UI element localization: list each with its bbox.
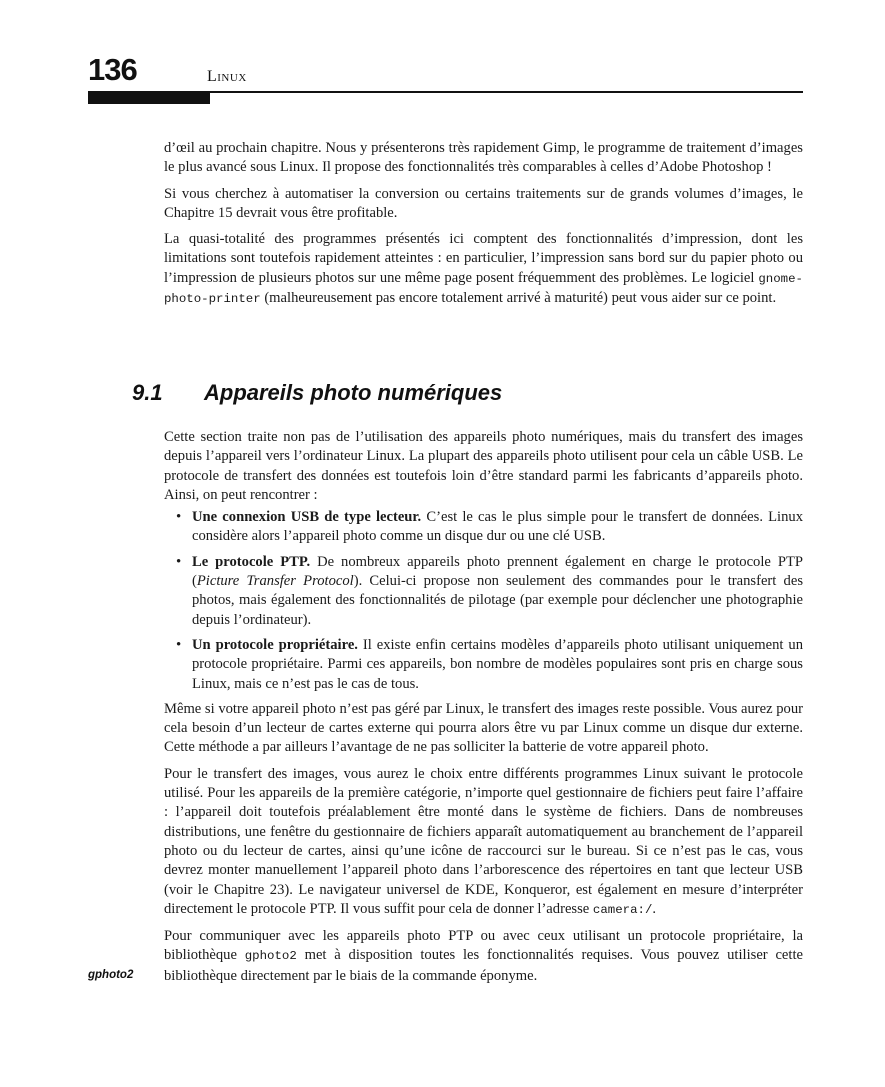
code-gnome-photo-printer: gnome-photo-printer	[164, 271, 803, 307]
bullet-text: De nombreux appareils photo prennent également en charge le protocole PTP (	[192, 553, 803, 590]
bullet-italic: Picture Transfer Protocol	[196, 573, 354, 590]
section-number: 9.1	[132, 380, 163, 405]
paragraph	[164, 230, 803, 309]
header-bar	[88, 93, 210, 104]
page-number: 136	[88, 52, 137, 87]
bullet-text: Il existe enfin certains modèles d’appareils photo utilisant uniquement un protocole propriétaire. Parmi ces appareils, bon nombre de modèles populaires sont pris en charge sous Linux, mais ce n’est pas le cas de tous.	[192, 636, 803, 692]
text-run: .	[652, 900, 657, 917]
bullet-list	[164, 508, 803, 694]
bullet-text: C’est le cas le plus simple pour le transfert de données. Linux considère alors l’appareil photo comme un disque dur ou une clé USB.	[192, 509, 803, 545]
paragraph	[164, 927, 803, 986]
running-head: Linux	[207, 68, 247, 85]
section-text	[164, 428, 803, 993]
paragraph: Cette section traite non pas de l’utilisation des appareils photo numériques, mais du transfert des images depuis l’appareil vers l’ordinateur Linux. La plupart des appareils photo utilisent pour cela un câble USB. Le protocole de transfert des données est toutefois loin d’être standard parmi les fabricants d’appareils photo. Ainsi, on peut rencontrer :	[164, 429, 803, 503]
list-item	[192, 553, 803, 630]
paragraph	[164, 765, 803, 920]
text-run: La quasi-totalité des programmes présentés ici comptent des fonctionnalités d’impression, dont les limitations sont toutefois rapidement atteintes : en particulier, l’impression sans bord sur du papier photo ou l’impression de plusieurs photos sur une même page posent fréquemment des problèmes. Le logiciel	[164, 231, 803, 286]
code-gphoto2: gphoto2	[244, 949, 297, 964]
intro-text	[164, 139, 803, 316]
section-heading	[132, 380, 502, 406]
bullet-term: Le protocole PTP.	[192, 553, 311, 570]
text-run: Pour communiquer avec les appareils photo PTP ou avec ceux utilisant un protocole propriétaire, la bibliothèque	[164, 928, 803, 964]
bullet-term: Une connexion USB de type lecteur.	[192, 509, 422, 526]
list-item	[192, 508, 803, 547]
list-item	[192, 636, 803, 694]
bullet-term: Un protocole propriétaire.	[192, 636, 358, 653]
paragraph: Si vous cherchez à automatiser la conversion ou certains traitements sur de grands volumes d’images, le Chapitre 15 devrait vous être profitable.	[164, 185, 803, 221]
paragraph: d’œil au prochain chapitre. Nous y présenterons très rapidement Gimp, le programme de traitement d’images le plus avancé sous Linux. Il propose des fonctionnalités très comparables à celles d’Adobe Photoshop !	[164, 140, 803, 176]
text-run: met à disposition toutes les fonctionnalités requises. Vous pouvez utiliser cette bibliothèque directement par le biais de la commande éponyme.	[164, 947, 803, 984]
text-run: (malheureusement pas encore totalement arrivé à maturité) peut vous aider sur ce point.	[260, 290, 777, 307]
paragraph: Même si votre appareil photo n’est pas géré par Linux, le transfert des images reste possible. Vous aurez pour cela besoin d’un lecteur de cartes externe qui pourra alors être vu par Linux comme un disque dur externe. Cette méthode a par ailleurs l’avantage de ne pas solliciter la batterie de votre appareil photo.	[164, 700, 803, 756]
text-run: Pour le transfert des images, vous aurez le choix entre différents programmes Linux suivant le protocole utilisé. Pour les appareils de la première catégorie, n’importe quel gestionnaire de fichiers peut faire l’affaire : l’appareil doit toutefois préalablement être monté dans le système de fichiers. Dans de nombreuses distributions, une fenêtre du gestionnaire de fichiers apparaît automatiquement au branchement de l’appareil photo ou du lecteur de cartes, ainsi qu’une icône de raccourci sur le bureau. Si ce n’est pas le cas, vous devrez monter manuellement l’appareil photo dans l’arborescence des répertoires en tant que lecteur USB (voir le Chapitre 23). Le navigateur universel de KDE, Konqueror, est également en mesure d’interpréter directement le protocole PTP. Il vous suffit pour cela de donner l’adresse	[164, 765, 803, 917]
margin-note: gphoto2	[88, 969, 134, 981]
section-title: Appareils photo numériques	[204, 380, 503, 405]
code-camera-url: camera:/	[592, 902, 653, 917]
bullet-text: ). Celui-ci propose non seulement des commandes pour le transfert des photos, mais également des fonctionnalités de pilotage (par exemple pour déclencher une photographie depuis l’ordinateur).	[192, 573, 804, 628]
